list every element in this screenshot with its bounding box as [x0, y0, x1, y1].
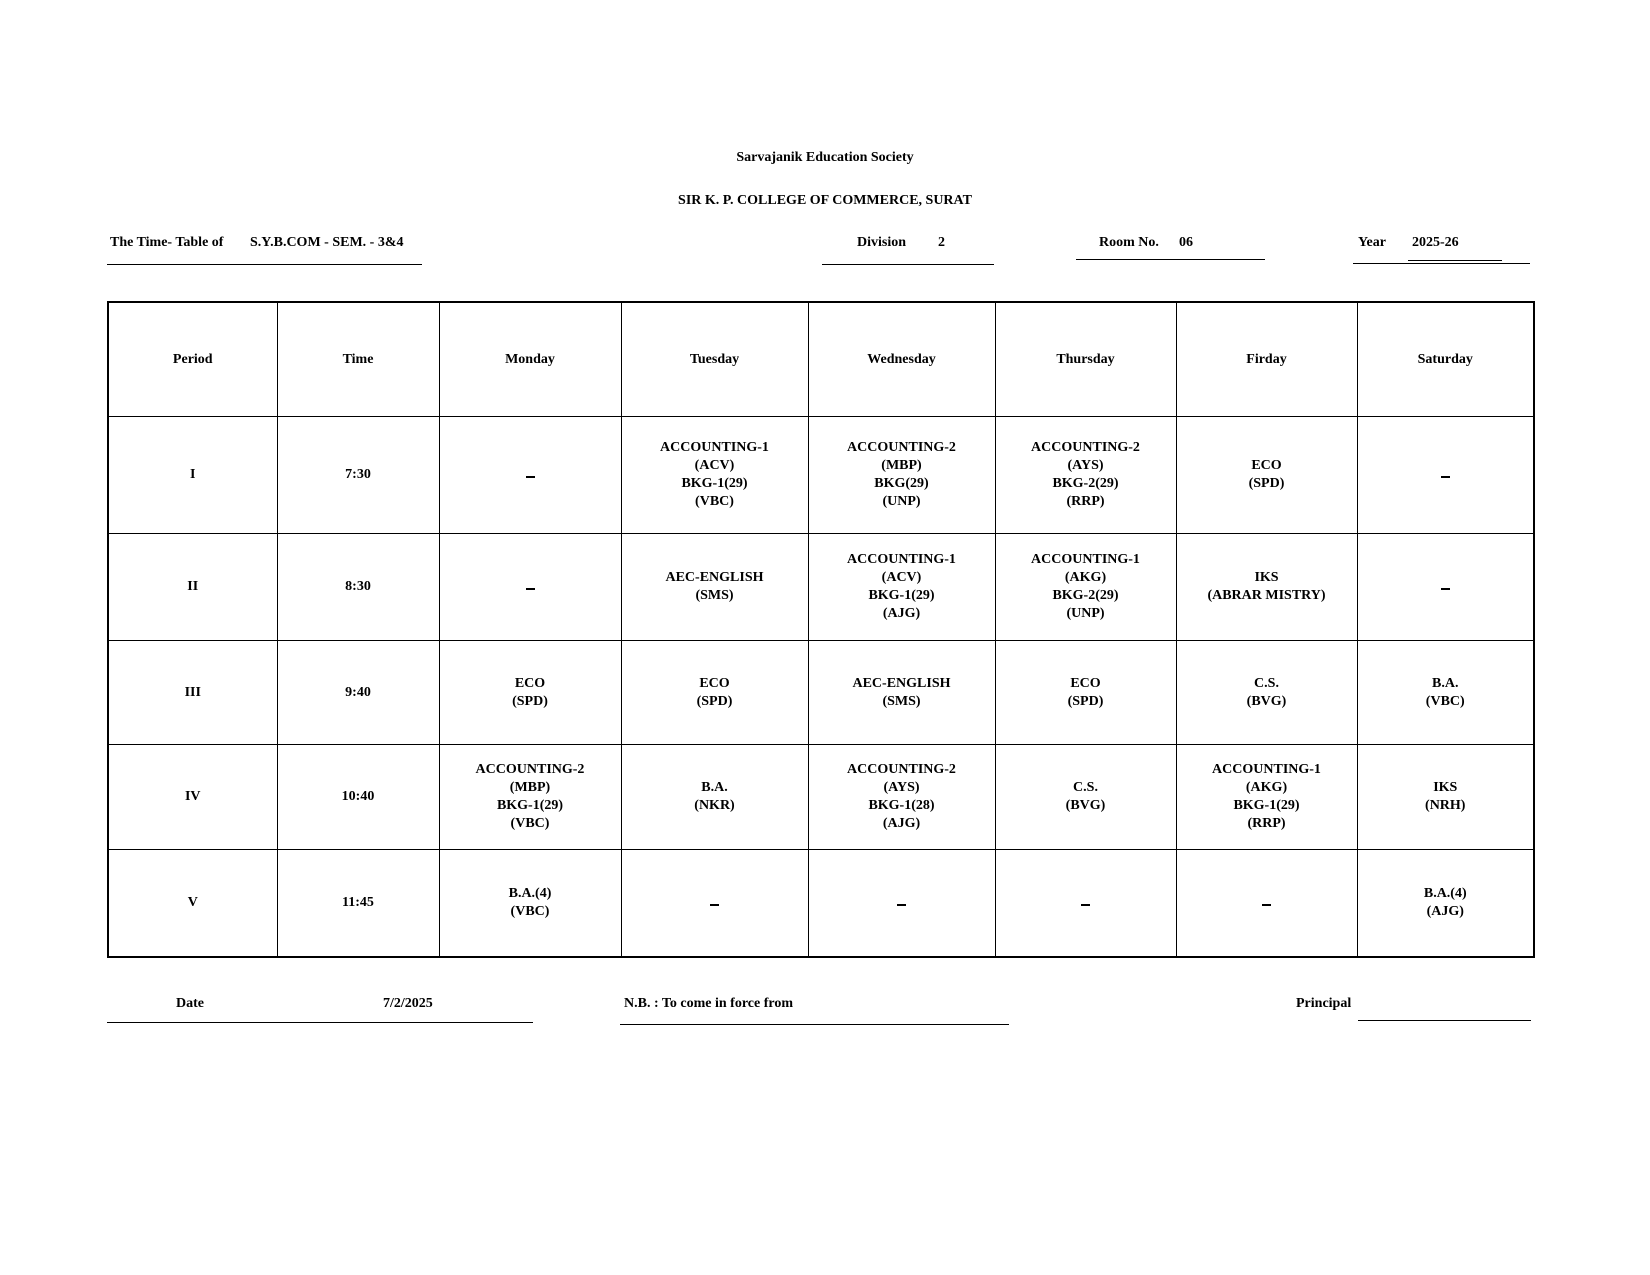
class-cell-line: (BVG) [1246, 693, 1287, 709]
class-cell-line: ACCOUNTING-2 [475, 762, 585, 777]
class-cell-line: (SMS) [882, 693, 921, 709]
class-cell-line: (AYS) [883, 780, 920, 795]
class-cell-friday [1176, 745, 1357, 850]
class-cell-wednesday [808, 417, 995, 534]
room-label: Room No. [1099, 235, 1159, 250]
class-cell-line: (AJG) [1426, 903, 1464, 919]
col-header-wednesday: Wednesday [808, 302, 995, 417]
class-cell-line: (RRP) [1247, 816, 1286, 831]
class-cell-line: (ACV) [694, 458, 735, 473]
header-row [108, 302, 1534, 417]
class-cell-line: ACCOUNTING-1 [660, 440, 769, 455]
class-cell-line: (AKG) [1064, 570, 1107, 585]
class-cell-tuesday [621, 745, 808, 850]
class-cell-line: IKS [1433, 780, 1458, 795]
class-cell-line: (SMS) [695, 588, 734, 603]
period-cell: III [108, 641, 277, 745]
class-cell-thursday [995, 850, 1176, 957]
date-label: Date [176, 996, 204, 1011]
class-cell-line: (AKG) [1245, 780, 1288, 795]
col-header-period: Period [108, 302, 277, 417]
class-cell-tuesday [621, 641, 808, 745]
time-cell: 8:30 [277, 534, 439, 641]
table-row [108, 417, 1534, 534]
timetable [107, 301, 1535, 958]
class-cell-line: ECO [1251, 458, 1282, 473]
class-cell-thursday [995, 641, 1176, 745]
class-cell-saturday [1357, 417, 1534, 534]
date-underline [107, 1022, 533, 1023]
class-cell-friday [1176, 850, 1357, 957]
class-cell-saturday [1357, 534, 1534, 641]
empty-slot-dash [1262, 904, 1271, 906]
class-cell-line: (SPD) [1067, 693, 1104, 709]
class-cell-friday [1176, 534, 1357, 641]
class-cell-line: C.S. [1254, 675, 1279, 691]
class-cell-saturday [1357, 850, 1534, 957]
class-cell-line: (MBP) [509, 780, 551, 795]
class-cell-line: BKG-1(29) [1233, 798, 1300, 813]
class-cell-line: (ACV) [881, 570, 922, 585]
period-cell: IV [108, 745, 277, 850]
division-underline [822, 264, 994, 265]
year-label: Year [1358, 235, 1386, 250]
empty-slot-dash [1081, 904, 1090, 906]
class-cell-line: (VBC) [510, 903, 550, 919]
class-cell-line: ACCOUNTING-1 [847, 552, 956, 567]
table-row [108, 641, 1534, 745]
time-cell: 10:40 [277, 745, 439, 850]
class-cell-monday [439, 534, 621, 641]
class-cell-line: (MBP) [881, 458, 922, 473]
period-cell: V [108, 850, 277, 957]
division-value: 2 [938, 235, 945, 250]
class-cell-line: (SPD) [1248, 476, 1285, 491]
year-underline [1353, 263, 1530, 264]
class-cell-line: (ABRAR MISTRY) [1207, 588, 1326, 603]
empty-slot-dash [897, 904, 906, 906]
class-cell-tuesday [621, 417, 808, 534]
class-cell-monday [439, 417, 621, 534]
class-cell-line: BKG-1(28) [868, 798, 935, 813]
date-value: 7/2/2025 [383, 996, 433, 1011]
class-cell-tuesday [621, 534, 808, 641]
class-cell-saturday [1357, 641, 1534, 745]
class-cell-line: (AJG) [882, 816, 921, 831]
room-underline [1076, 259, 1265, 260]
class-cell-friday [1176, 641, 1357, 745]
class-cell-line: ACCOUNTING-2 [1031, 440, 1140, 455]
class-cell-line: BKG(29) [874, 476, 929, 491]
class-cell-saturday [1357, 745, 1534, 850]
class-cell-line: ECO [1070, 675, 1101, 691]
class-cell-line: (BVG) [1065, 798, 1106, 813]
class-cell-line: (NRH) [1425, 798, 1466, 813]
col-header-monday: Monday [439, 302, 621, 417]
class-cell-line: ACCOUNTING-1 [1031, 552, 1140, 567]
class-cell-line: C.S. [1073, 780, 1098, 795]
empty-slot-dash [1441, 588, 1450, 590]
class-cell-line: B.A.(4) [1423, 885, 1467, 901]
society-name: Sarvajanik Education Society [736, 150, 914, 165]
class-cell-line: (VBC) [695, 494, 734, 509]
col-header-friday: Firday [1176, 302, 1357, 417]
class-cell-line: (RRP) [1066, 494, 1105, 509]
class-cell-monday [439, 745, 621, 850]
college-name: SIR K. P. COLLEGE OF COMMERCE, SURAT [678, 193, 972, 208]
empty-slot-dash [526, 588, 535, 590]
room-value: 06 [1179, 235, 1193, 250]
class-cell-monday [439, 850, 621, 957]
class-cell-line: (AYS) [1067, 458, 1104, 473]
empty-slot-dash [1441, 476, 1450, 478]
class-cell-line: ECO [514, 675, 546, 691]
class-cell-line: (UNP) [882, 494, 921, 509]
empty-slot-dash [710, 904, 719, 906]
class-cell-line: B.A.(4) [508, 885, 552, 901]
class-cell-thursday [995, 534, 1176, 641]
time-cell: 11:45 [277, 850, 439, 957]
class-cell-line: ACCOUNTING-2 [847, 762, 956, 777]
class-cell-line: (AJG) [882, 606, 921, 621]
class-cell-line: B.A. [1432, 675, 1459, 691]
col-header-saturday: Saturday [1357, 302, 1534, 417]
class-cell-wednesday [808, 534, 995, 641]
nb-underline [620, 1024, 1009, 1025]
class-cell-monday [439, 641, 621, 745]
principal-signature-line [1358, 1020, 1531, 1021]
division-label: Division [857, 235, 907, 250]
class-cell-line: ECO [699, 675, 730, 691]
class-cell-line: (NKR) [694, 798, 735, 813]
class-cell-friday [1176, 417, 1357, 534]
class-cell-line: (VBC) [510, 816, 550, 831]
class-cell-line: ACCOUNTING-1 [1212, 762, 1321, 777]
year-value: 2025-26 [1412, 235, 1459, 250]
class-cell-line: B.A. [701, 780, 728, 795]
class-cell-tuesday [621, 850, 808, 957]
class-cell-line: BKG-1(29) [868, 588, 935, 603]
class-cell-line: BKG-1(29) [496, 798, 564, 813]
class-cell-line: (SPD) [696, 693, 733, 709]
class-cell-line: BKG-2(29) [1052, 476, 1119, 491]
class-cell-line: AEC-ENGLISH [665, 570, 764, 585]
class-cell-wednesday [808, 641, 995, 745]
time-cell: 7:30 [277, 417, 439, 534]
class-cell-line: AEC-ENGLISH [852, 675, 951, 691]
class-cell-thursday [995, 417, 1176, 534]
time-cell: 9:40 [277, 641, 439, 745]
class-cell-wednesday [808, 745, 995, 850]
class-cell-thursday [995, 745, 1176, 850]
class-underline [107, 264, 422, 265]
class-name: S.Y.B.COM - SEM. - 3&4 [250, 235, 404, 250]
table-row [108, 850, 1534, 957]
nb-text: N.B. : To come in force from [624, 996, 794, 1011]
period-cell: II [108, 534, 277, 641]
col-header-time: Time [277, 302, 439, 417]
class-cell-line: (VBC) [1425, 693, 1465, 709]
timetable-label: The Time- Table of [110, 235, 224, 250]
class-cell-line: IKS [1254, 570, 1279, 585]
period-cell: I [108, 417, 277, 534]
class-cell-line: BKG-1(29) [681, 476, 748, 491]
col-header-tuesday: Tuesday [621, 302, 808, 417]
empty-slot-dash [526, 476, 535, 478]
year-value-underline [1408, 260, 1502, 261]
timetable-body [108, 417, 1534, 957]
class-cell-wednesday [808, 850, 995, 957]
class-cell-line: (UNP) [1066, 606, 1105, 621]
col-header-thursday: Thursday [995, 302, 1176, 417]
table-row [108, 745, 1534, 850]
principal-label: Principal [1296, 996, 1352, 1011]
table-row [108, 534, 1534, 641]
class-cell-line: ACCOUNTING-2 [847, 440, 956, 455]
class-cell-line: (SPD) [512, 693, 548, 709]
class-cell-line: BKG-2(29) [1052, 588, 1119, 603]
